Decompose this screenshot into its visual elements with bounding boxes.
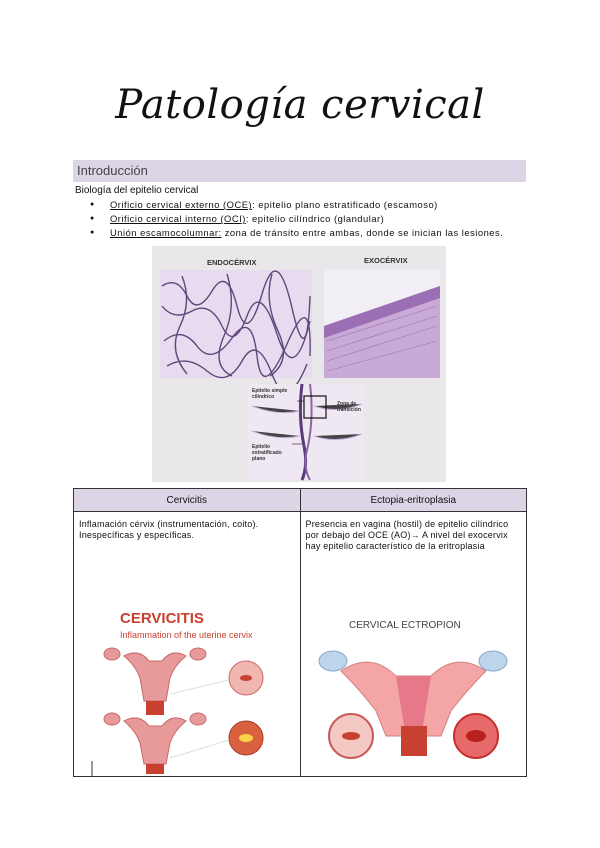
cervicitis-figure-subtitle: Inflammation of the uterine cervix [120, 630, 253, 640]
cervicitis-text: Inflamación cérvix (instrumentación, coito). Inespecíficas y específicas. [79, 519, 259, 540]
list-item [90, 226, 503, 240]
table-header-cervicitis: Cervicitis [74, 489, 301, 512]
ectropion-illustration [301, 596, 527, 776]
cervicitis-illustration [74, 586, 300, 776]
ectropion-figure-title: CERVICAL ECTROPION [348, 620, 461, 631]
page-title: Patología cervical [115, 82, 485, 128]
bullet-text: : epitelio cilíndrico (glandular) [245, 213, 385, 224]
ectopia-cell [300, 512, 527, 777]
bullet-list [90, 198, 503, 240]
cervicitis-figure-title: CERVICITIS [120, 610, 204, 627]
simple-epithelium-label: Epitelio simple cilíndrico [252, 388, 288, 400]
transition-zone-label: Zona de transición [337, 401, 361, 413]
cervicitis-cell [74, 512, 301, 777]
bullet-text: : epitelio plano estratificado (escamoso) [252, 199, 438, 210]
subtitle: Biología del epitelio cervical [75, 185, 199, 196]
list-item [90, 212, 503, 226]
bullet-term: Orificio cervical externo (OCE) [110, 199, 253, 210]
histology-image [152, 246, 446, 482]
exocervix-label: EXOCÉRVIX [364, 256, 408, 265]
histology-micrographs [152, 246, 446, 482]
bullet-term: Unión escamocolumnar: [110, 227, 222, 238]
bullet-text: zona de tránsito entre ambas, donde se inician las lesiones. [221, 227, 504, 238]
bullet-term: Orificio cervical interno (OCI) [110, 213, 246, 224]
endocervix-label: ENDOCÉRVIX [207, 258, 257, 267]
ectopia-text: Presencia en vagina (hostil) de epitelio cilíndrico por debajo del OCE (AO)→ A nivel del exocervix hay epitelio característico de la eritroplasia [305, 519, 509, 551]
section-heading: Introducción [73, 160, 526, 182]
table-header-ectopia: Ectopia-eritroplasia [300, 489, 527, 512]
comparison-table [73, 488, 527, 777]
stratified-epithelium-label: Epitelio estratificado plano [252, 444, 282, 462]
list-item [90, 198, 503, 212]
